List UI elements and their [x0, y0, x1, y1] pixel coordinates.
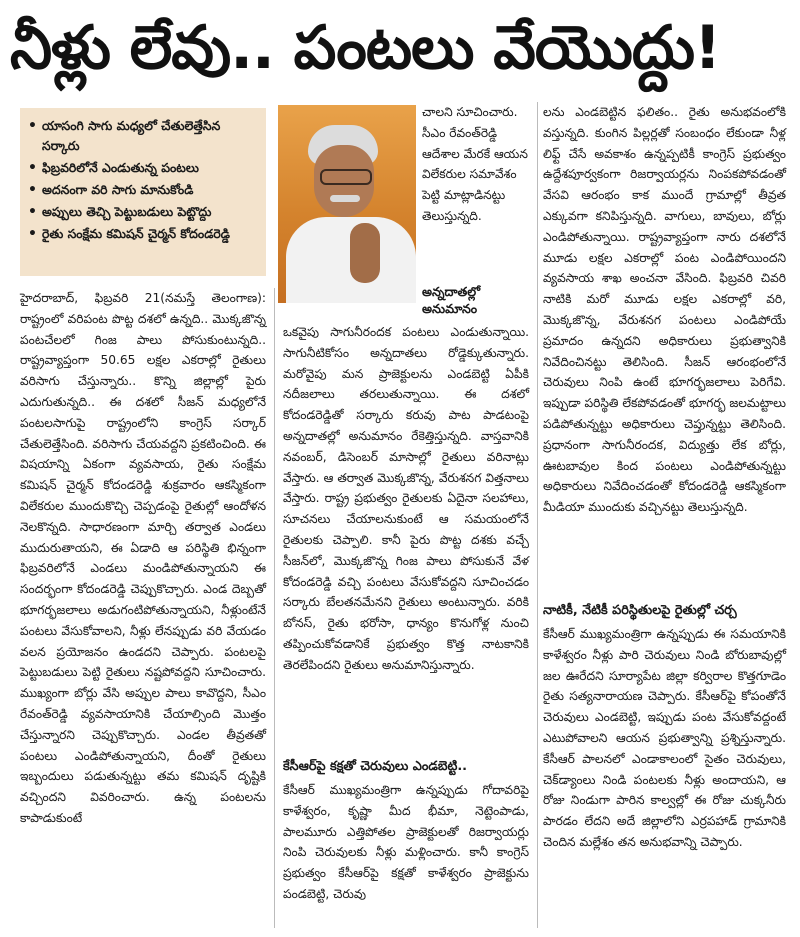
article-column-2: ఒకవైపు సాగునీరందక పంటలు ఎండుతున్నాయి. సాగునీటికోసం అన్నదాతలు రోడ్డెక్కుతున్నారు. మరోవైపు మన ప్రాజెక్టులను ఎండబెట్టి ఏపీకి నదీజలాలు తరలుతున్నాయి. ఈ దశలో కోదండరెడ్డితో సర్కారు కరువు పాట పాడటంపై అన్నదాతల్లో అనుమానం రేకెత్తిస్తున్నది. వాస్తవానికి నవంబర్, డిసెంబర్ మాసాల్లో రైతులు వరినాట్లు వేస్తారు. ఆ తర్వాత మొక్కజొన్న, వేరుశనగ విత్తనాలు వేస్తారు. రాష్ట్ర ప్రభుత్వం రైతులకు ఏదైనా సలహాలు, సూచనలు చేయాలనుకుంటే ఆ సమయంలోనే రైతులకు చెప్పాలి. కానీ పైరు పొట్ట దశకు వచ్చే సీజన్‌లో, మొక్కజొన్న గింజ పాలు పోసుకునే వేళ కోదండరెడ్డి వచ్చి పంటలు వేసుకోవద్దని సూచించడం సర్కారు బేలతనమేనని రైతులు అంటున్నారు. వరికి బోనస్, రైతు భరోసా, ధాన్యం కొనుగోళ్ల నుంచి తప్పించుకోవడానికే ప్రభుత్వం కొత్త నాటకానికి తెరలేపిందని రైతులు అనుమానిస్తున్నారు. — [283, 325, 529, 672]
highlight-item: • ఫిబ్రవరిలోనే ఎండుతున్న పంటలు — [28, 158, 260, 178]
column-divider — [537, 102, 538, 928]
article-column-2-bottom: కేసీఆర్ ముఖ్యమంత్రిగా ఉన్నప్పుడు గోదావరిపై కాళేశ్వరం, కృష్ణా మీద భీమా, నెట్టెంపాడు, పాలమూరు ఎత్తిపోతల ప్రాజెక్టులతో రిజర్వాయర్లు నింపి చెరువులకు నీళ్లు మళ్లించారు. కానీ కాంగ్రెస్ ప్రభుత్వం కేసీఆర్‌పై కక్షతో కాళేశ్వరం ప్రాజెక్టును పండబెట్టి, చెరువు — [283, 783, 529, 901]
photo-caption: అన్నదాతల్లో అనుమానం — [422, 284, 481, 316]
highlight-item: • యాసంగి సాగు మధ్యలో చేతులెత్తేసిన సర్కారు — [28, 116, 260, 156]
kodandareddy-photo — [278, 105, 416, 303]
highlights-list — [20, 108, 266, 244]
highlight-item: • అప్పులు తెచ్చి పెట్టుబడులు పెట్టొద్దు — [28, 202, 260, 222]
headline: నీళ్లు లేవు.. పంటలు వేయొద్దు! — [10, 13, 721, 83]
article-column-1: హైదరాబాద్, ఫిబ్రవరి 21(నమస్తే తెలంగాణ): రాష్ట్రంలో వరిపంట పొట్ట దశలో ఉన్నది.. మొక్కజొన్న పంటచేలలో గింజ పాలు పోసుకుంటున్నది.. రాష్ట్రవ్యాప్తంగా 50.65 లక్షల ఎకరాల్లో రైతులు వరిసాగు చేస్తున్నారు.. కొన్ని జిల్లాల్లో పైరు ఎదుగుతున్నది.. ఈ దశలో సీజన్ మధ్యలోనే పంటలసాగుపై రాష్ట్రంలోని కాంగ్రెస్ సర్కార్ చేతులెత్తేసింది. వరిసాగు చేయవద్దని ప్రకటించింది. ఈ విషయాన్ని ఏకంగా వ్యవసాయ, రైతు సంక్షేమ కమిషన్ చైర్మన్ కోదండరెడ్డి శుక్రవారం ఆకస్మికంగా విలేకరుల ముందుకొచ్చి చెప్పడంపై రైతుల్లో ఆందోళన నెలకొన్నది. సాధారణంగా మార్చి తర్వాత ఎండలు ముదురుతాయని, ఈ ఏడాది ఆ పరిస్థితి భిన్నంగా ఫిబ్రవరిలోనే ఎండలు మండిపోతున్నాయని ఈ సందర్భంగా కోదండరెడ్డి చెప్పుకొచ్చారు. ఎండ దెబ్బతో భూగర్భజలాలు అడుగంటిపోతున్నాయని, నీళ్లుంటేనే పంటలు వేసుకోవాలని, నీళ్లు లేనప్పుడు వరి వేయడం వలన ప్రయోజనం ఉండదని చెప్పారు. పంటలపై పెట్టుబడులు పెట్టి రైతులు నష్టపోవద్దని సూచించారు. ముఖ్యంగా బోర్లు వేసి అప్పుల పాలు కావొద్దని, సీఎం రేవంత్‌రెడ్డి వ్యవసాయానికి చేయాల్సింది మొత్తం చేస్తున్నారని చెప్పుకొచ్చారు. ఎండల తీవ్రతతో పంటలు ఎండిపోతున్నాయని, దీంతో రైతులు ఇబ్బందులు పడుతున్నట్టు తమ కమిషన్ దృష్టికి వచ్చిందని వివరించారు. ఉన్న పంటలను కాపాడుకుంటే — [20, 291, 266, 825]
highlight-item: • అదనంగా వరి సాగు మానుకోండి — [28, 180, 260, 200]
column-divider — [274, 288, 275, 928]
subheading-2: నాటికీ, నేటికీ పరిస్థితులపై రైతుల్లో చర్చ — [543, 603, 737, 618]
highlights-box — [20, 108, 266, 276]
highlight-item: • రైతు సంక్షేమ కమిషన్ చైర్మన్ కోదండరెడ్డి — [28, 224, 260, 244]
article-column-3-bottom: కేసీఆర్ ముఖ్యమంత్రిగా ఉన్నప్పుడు ఈ సమయానికి కాళేశ్వరం నీళ్లు పారి చెరువులు నిండి బోరుబావుల్లో జల ఊరేదని సూర్యాపేట జిల్లా కర్విరాల కొత్తగూడెం రైతు సత్యనారాయణ చెప్పారు. కేసీఆర్‌పై కోపంతోనే చెరువులు ఎండబెట్టి, ఇప్పుడు పంట వేసుకోవద్దంటే ఎటుపోవాలని ఆయన ప్రభుత్వాన్ని ప్రశ్నిస్తున్నారు. కేసీఆర్ పాలనలో ఎండాకాలంలో సైతం చెరువులు, చెక్‌డ్యాంలు నిండి పంటలకు నీళ్లు అందాయని, ఆ రోజు నిండుగా పారిన కాల్వల్లో ఈ రోజు చుక్కనీరు పారడం లేదని అదే జిల్లాలోని ఎర్రపహాడ్ గ్రామానికి చెందిన మల్లేశం తన అనుభవాన్ని చెప్పారు. — [543, 627, 786, 849]
subheading-1: కేసీఆర్‌పై కక్షతో చెరువులు ఎండబెట్టి.. — [283, 759, 468, 774]
article-column-3: లను ఎండబెట్టిన ఫలితం.. రైతు అనుభవంలోకి వస్తున్నది. కుంగిన పిల్లర్లతో సంబంధం లేకుండా నీళ్ల లిఫ్ట్ చేసే అవకాశం ఉన్నప్పటికీ కాంగ్రెస్ ప్రభుత్వం ఉద్దేశపూర్వకంగా రిజర్వాయర్లను నింపకపోవడంతో వేసవి ఆరంభం కాక ముందే గ్రామాల్లో తీవ్రత ఎక్కువగా కనిపిస్తున్నది. వాగులు, బావులు, బోర్లు ఎండిపోతున్నాయి. రాష్ట్రవ్యాప్తంగా నారు దశలోనే మూడు లక్షల ఎకరాల్లో పంట ఎండిపోయిందని వ్యవసాయ శాఖ అంచనా వేసింది. ఫిబ్రవరి చివరి నాటికి మరో మూడు లక్షల ఎకరాల్లో వరి, మొక్కజొన్న, వేరుశనగ పంటలు ఎండిపోయే ప్రమాదం ఉన్నదని అధికారులు ప్రభుత్వానికి నివేదించినట్టు తెలిసింది. సీజన్ ఆరంభంలోనే చెరువులు నింపి ఉంటే భూగర్భజలాలు పెరిగేవి. ఇప్పుడా పరిస్థితి లేకపోవడంతో భూగర్భ జలమట్టాలు పడిపోతున్నట్టు అధికారులు చెప్తున్నట్టు తెలిసింది. ప్రధానంగా సాగునీరందక, విద్యుత్తు లేక బోర్లు, ఊటబావుల కింద పంటలు ఎండిపోతున్నట్టు అధికారులు నివేదించడంతో కోదండరెడ్డి ఆకస్మికంగా మీడియా ముందుకు వచ్చినట్టు తెలుస్తున్నది. — [543, 105, 786, 515]
article-column-2-top: చాలని సూచించారు. సీఎం రేవంత్‌రెడ్డి ఆదేశాల మేరకే ఆయన విలేకరుల సమావేశం పెట్టి మాట్లాడినట్టు తెలుస్తున్నది. — [422, 105, 528, 223]
